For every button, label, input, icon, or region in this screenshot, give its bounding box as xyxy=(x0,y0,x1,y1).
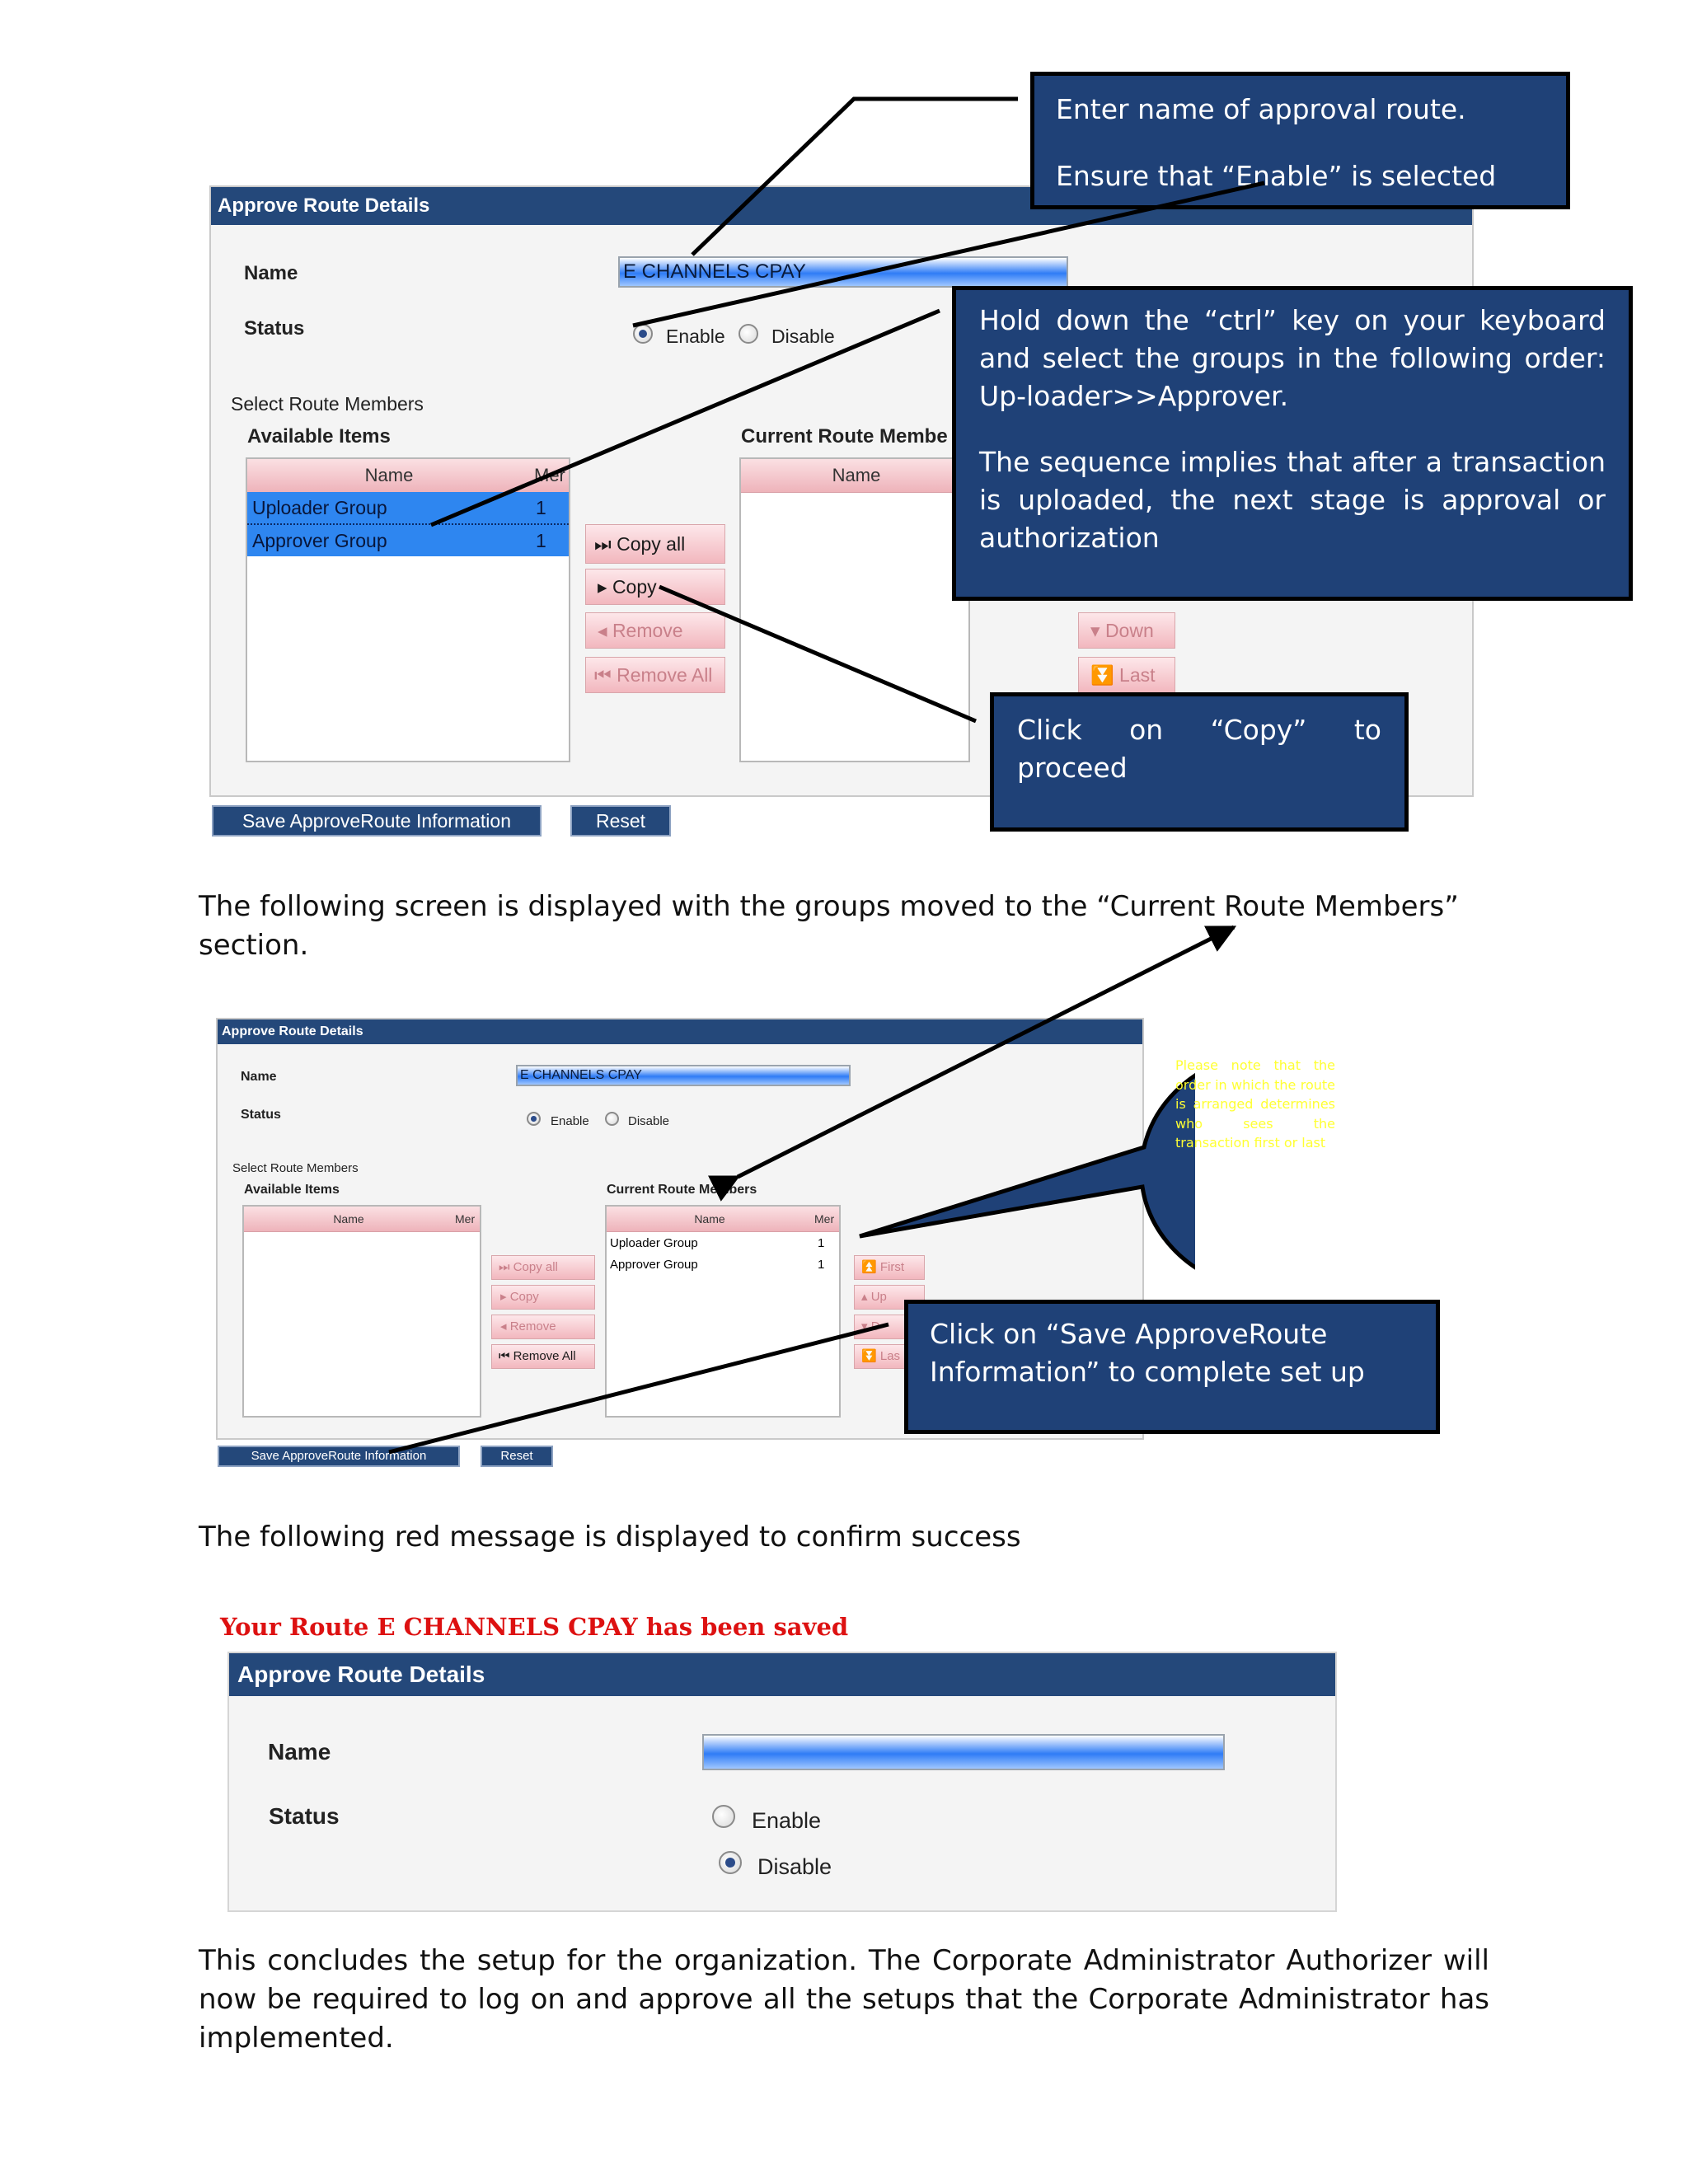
remove-all-button[interactable]: ⏮ Remove All xyxy=(491,1344,595,1369)
disable-label: Disable xyxy=(771,326,835,347)
panel-title: Approve Route Details xyxy=(218,1019,1142,1044)
up-button[interactable]: ▴ Up xyxy=(854,1285,925,1310)
available-items-label: Available Items xyxy=(247,425,391,448)
col-members-header: Mer xyxy=(455,1212,476,1226)
list-header xyxy=(741,459,968,493)
list-item[interactable]: Uploader Group 1 xyxy=(247,492,569,525)
callout-copy: Click on “Copy” to proceed xyxy=(990,692,1409,832)
list-header xyxy=(607,1207,839,1232)
panel-title: Approve Route Details xyxy=(229,1653,1335,1696)
status-label: Status xyxy=(244,317,305,340)
list-header xyxy=(244,1207,480,1232)
disable-radio[interactable] xyxy=(605,1112,619,1126)
down-button[interactable]: ▾ D xyxy=(854,1315,925,1339)
callout-order-note: Please note that the order in which the route is arranged determines who sees the transaction first or last xyxy=(1175,1057,1335,1151)
reset-button[interactable]: Reset xyxy=(570,805,671,837)
enable-label: Enable xyxy=(666,326,725,347)
callout-save: Click on “Save ApproveRoute Information” to complete set up xyxy=(904,1300,1440,1434)
list-item[interactable]: Approver Group 1 xyxy=(247,525,569,556)
col-name-header: Name xyxy=(364,465,414,485)
name-label: Name xyxy=(244,262,298,284)
copy-button[interactable]: ▸ Copy xyxy=(491,1285,595,1310)
save-approve-route-button[interactable]: Save ApproveRoute Information xyxy=(218,1446,460,1467)
list-item[interactable]: Approver Group 1 xyxy=(610,1258,825,1272)
current-route-members-label: Current Route Members xyxy=(607,1183,757,1197)
disable-radio[interactable] xyxy=(738,324,758,344)
remove-button[interactable]: ◂ Remove xyxy=(585,612,725,649)
last-button[interactable]: ⏬ Last xyxy=(1078,657,1175,693)
enable-radio[interactable] xyxy=(633,324,653,344)
current-route-members-list[interactable] xyxy=(739,457,970,762)
col-name-header: Name xyxy=(694,1212,725,1226)
col-members-header: Mer xyxy=(814,1212,835,1226)
copy-all-button[interactable]: ⏭ Copy all xyxy=(585,524,725,564)
disable-label: Disable xyxy=(628,1114,670,1128)
remove-all-button[interactable]: ⏮ Remove All xyxy=(585,657,725,693)
available-items-label: Available Items xyxy=(244,1183,340,1197)
available-items-list[interactable] xyxy=(242,1205,481,1418)
disable-radio[interactable] xyxy=(719,1851,742,1874)
callout-ctrl-key: Hold down the “ctrl” key on your keyboard and select the groups in the following order: Up-loader>>Approver. The sequence implies that after a transaction is uploaded, the next stage is approval or authorization xyxy=(952,286,1633,601)
route-name-input[interactable]: E CHANNELS CPAY xyxy=(618,256,1068,288)
panel-title: Approve Route Details xyxy=(211,187,1472,225)
paragraph-2: The following red message is displayed to confirm success xyxy=(199,1521,1021,1554)
enable-label: Enable xyxy=(551,1114,589,1128)
paragraph-1: The following screen is displayed with the groups moved to the “Current Route Members” section. xyxy=(199,890,1459,962)
route-name-input[interactable] xyxy=(702,1734,1225,1770)
current-route-members-list[interactable] xyxy=(605,1205,841,1418)
name-label: Name xyxy=(241,1070,277,1084)
last-button[interactable]: ⏬ Las xyxy=(854,1344,925,1369)
paragraph-3: This concludes the setup for the organization. The Corporate Administrator Authorizer will now be required to log on and approve all the setups that the Corporate Administrator has implemented. xyxy=(199,1944,1489,2055)
enable-label: Enable xyxy=(752,1808,822,1833)
status-label: Status xyxy=(241,1108,281,1122)
remove-button[interactable]: ◂ Remove xyxy=(491,1315,595,1339)
name-label: Name xyxy=(268,1739,331,1765)
current-route-members-label: Current Route Membe xyxy=(741,425,948,448)
enable-radio[interactable] xyxy=(712,1805,735,1828)
copy-button[interactable]: ▸ Copy xyxy=(585,569,725,605)
callout-route-name: Enter name of approval route. Ensure that “Enable” is selected xyxy=(1030,72,1570,209)
available-items-list[interactable] xyxy=(246,457,570,762)
disable-label: Disable xyxy=(757,1854,832,1879)
route-name-input[interactable]: E CHANNELS CPAY xyxy=(516,1065,851,1086)
success-message: Your Route E CHANNELS CPAY has been saved xyxy=(220,1613,849,1641)
enable-radio[interactable] xyxy=(527,1112,541,1126)
copy-all-button[interactable]: ⏭ Copy all xyxy=(491,1255,595,1280)
down-button[interactable]: ▾ Down xyxy=(1078,612,1175,649)
note-bubble-shape xyxy=(849,1005,1195,1286)
list-item[interactable]: Uploader Group 1 xyxy=(610,1236,825,1250)
save-approve-route-button[interactable]: Save ApproveRoute Information xyxy=(212,805,542,837)
col-members-header: Mer xyxy=(534,465,565,485)
approve-route-panel-3 xyxy=(227,1652,1337,1912)
first-button[interactable]: ⏫ First xyxy=(854,1255,925,1280)
status-label: Status xyxy=(269,1803,340,1829)
select-route-members-label: Select Route Members xyxy=(231,393,424,415)
reset-button[interactable]: Reset xyxy=(481,1446,553,1467)
col-name-header: Name xyxy=(333,1212,364,1226)
select-route-members-label: Select Route Members xyxy=(232,1161,359,1175)
list-header xyxy=(247,459,569,493)
col-name-header: Name xyxy=(832,465,881,485)
